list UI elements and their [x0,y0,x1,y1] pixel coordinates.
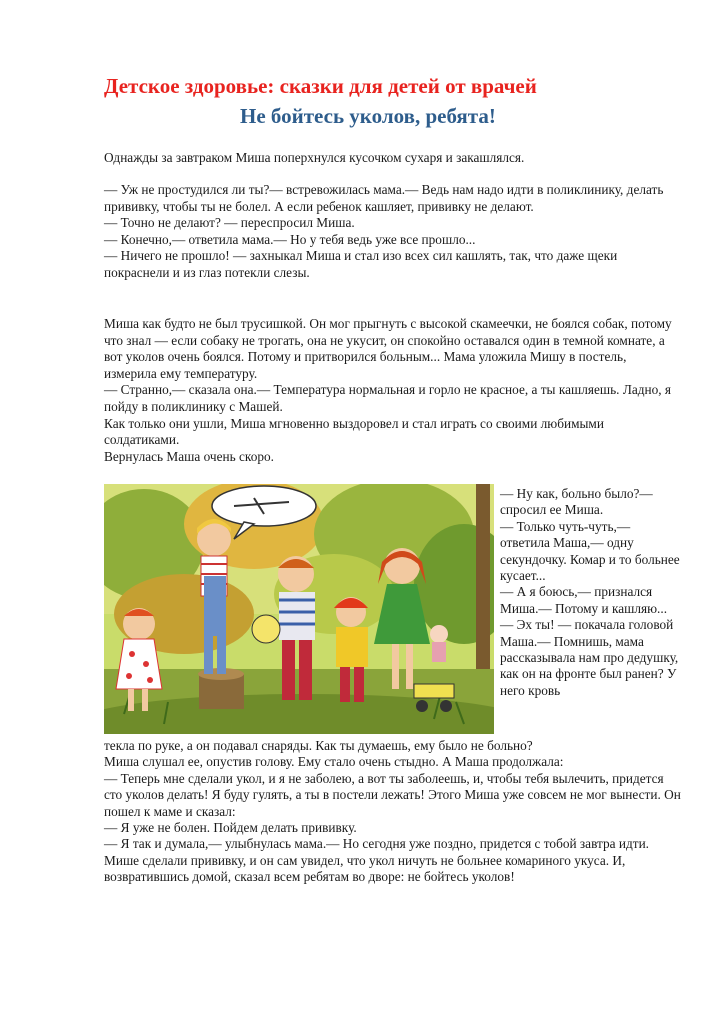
children-in-park-illustration [104,484,494,734]
paragraph: — Я так и думала,— улыбнулась мама.— Но сегодня уже поздно, придется с тобой завтра идти. [104,836,650,852]
story-side-column [500,486,680,699]
paragraph: — Конечно,— ответила мама.— Но у тебя ведь уже все прошло... [104,231,476,247]
paragraph: — Я уже не болен. Пойдем делать прививку. [104,820,357,836]
paragraph: Мише сделали прививку, и он сам увидел, что укол ничуть не больнее комариного укуса. И, возвратившись домой, сказал всем ребятам во дворе: не бойтесь уколов! [104,852,626,885]
paragraph: — Уж не простудился ли ты?— встревожилась мама.— Ведь нам надо идти в поликлинику, делать прививку, чтобы ты не болел. А если ребенок кашляет, прививку не делают. [104,182,664,214]
paragraph: текла по руке, а он подавал снаряды. Как ты думаешь, ему было не больно? [104,738,533,753]
paragraph: — Эх ты! — покачала головой Маша.— Помнишь, мама рассказывала нам про дедушку, как он на фронте был ранен? У него кровь [500,617,679,698]
paragraph: — Ничего не прошло! — захныкал Миша и стал изо всех сил кашлять, так, что даже щеки покраснели и из глаз потекли слезы. [104,248,618,280]
paragraph: Как только они ушли, Миша мгновенно выздоровел и стал играть со своими любимыми солдатиками. [104,415,604,448]
story-dialog-1 [104,182,674,282]
paragraph: — Только чуть-чуть,— ответила Маша,— одну секундочку. Комар и то больнее кусает... [500,518,680,584]
paragraph: Вернулась Маша очень скоро. [104,448,274,464]
paragraph: Однажды за завтраком Миша поперхнулся кусочком сухаря и закашлялся. [104,150,525,165]
story-paragraph-3 [104,316,674,465]
story-ending [104,738,684,886]
paragraph: Миша слушал ее, опустив голову. Ему стало очень стыдно. А Маша продолжала: [104,754,564,770]
paragraph: — Странно,— сказала она.— Температура нормальная и горло не красное, а ты кашляешь. Ладно, я пойду в поликлинику с Машей. [104,382,672,414]
paragraph: — Ну как, больно было?— спросил ее Миша. [500,486,653,518]
story-intro [104,150,674,167]
paragraph: — Теперь мне сделали укол, и я не заболею, а вот ты заболеешь, и, чтобы тебя вылечить, придется сто уколов делать! Я буду гулять, а ты в постели лежать! Этого Миша уже совсем не мог вынести. Он пошел к маме и сказал: [104,770,681,819]
paragraph: — А я боюсь,— признался Миша.— Потому и кашляю... [500,584,668,616]
page-title: Детское здоровье: сказки для детей от врачей [104,74,537,98]
paragraph: — Точно не делают? — переспросил Миша. [104,215,355,231]
page-subtitle: Не бойтесь уколов, ребята! [240,104,496,128]
paragraph: Миша как будто не был трусишкой. Он мог прыгнуть с высокой скамеечки, не боялся собак, потому что знал — если собаку не трогать, она не укусит, он спокойно оставался один в темной комнате, а вот уколов очень боялся. Потому и притворился больным... Мама уложила Мишу в постель, измерила ему температуру. [104,316,672,381]
